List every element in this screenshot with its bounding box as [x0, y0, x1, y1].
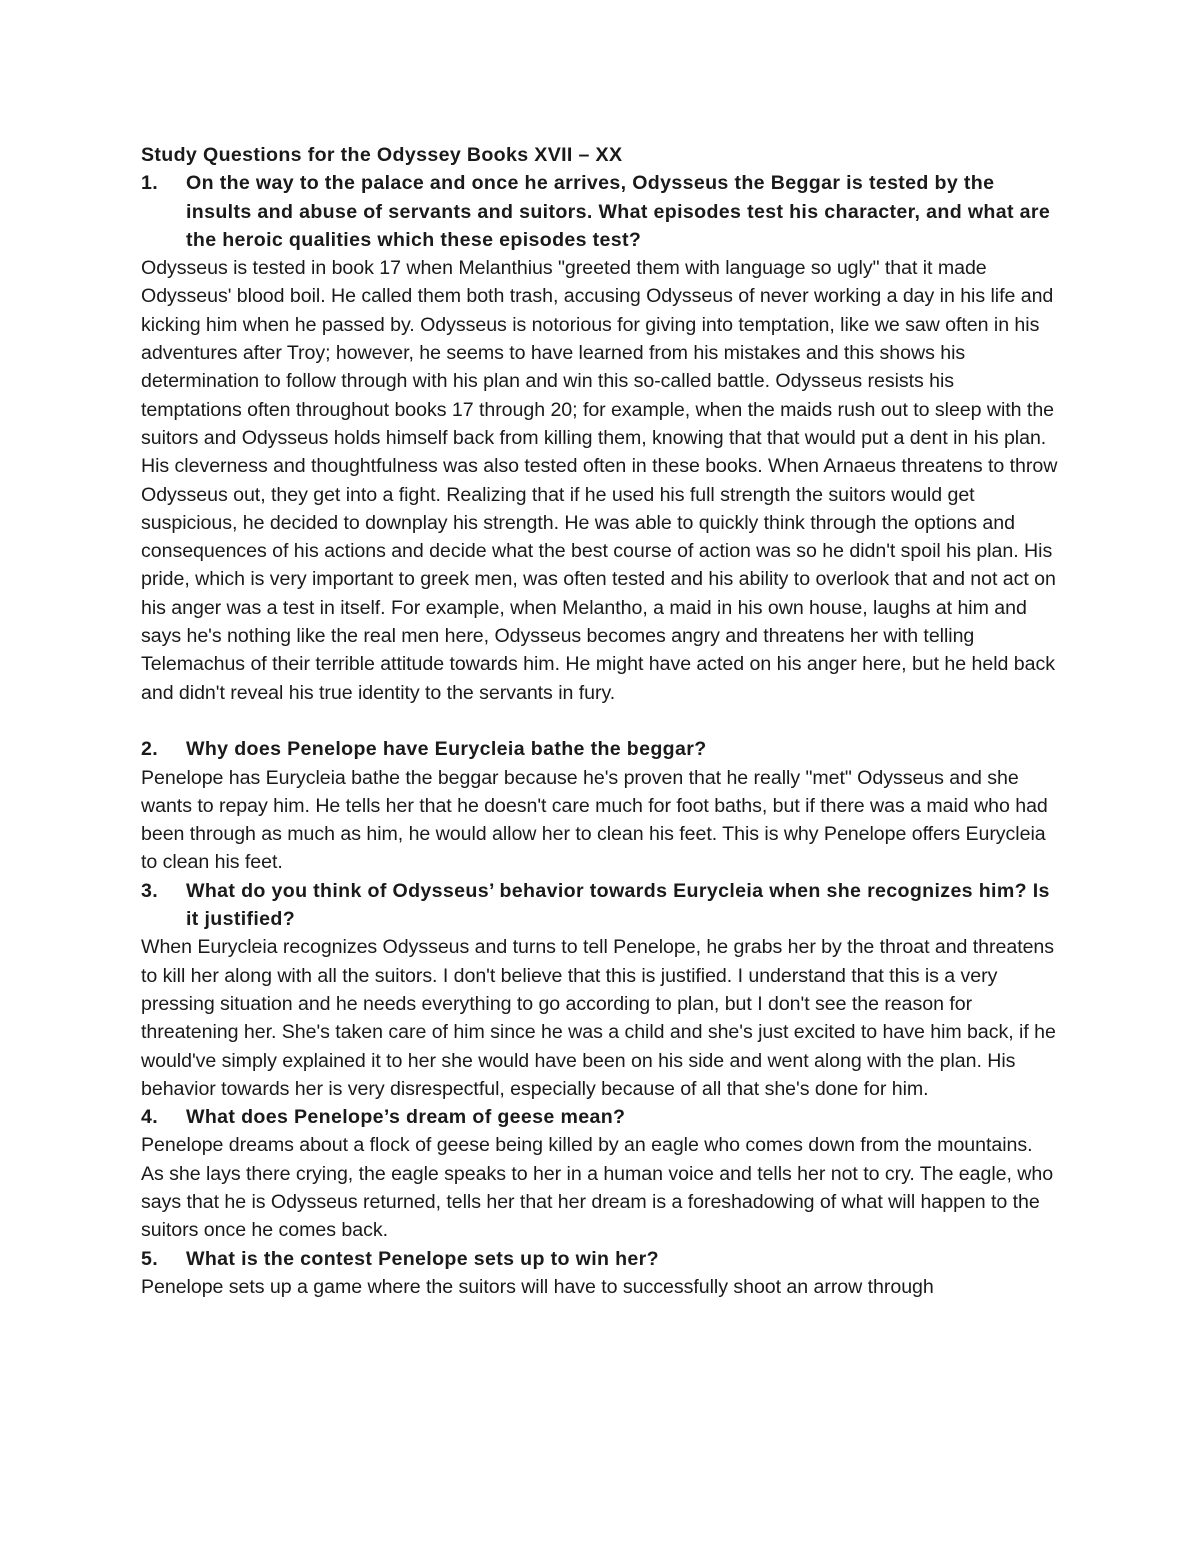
- paragraph-spacer: [141, 707, 1059, 735]
- answer-1: Odysseus is tested in book 17 when Melanthius "greeted them with language so ugly" that it made Odysseus' blood boil. He called them both trash, accusing Odysseus of never working a day in his life and kicking him when he passed by. Odysseus is notorious for giving into temptation, like we saw often in his adventures after Troy; however, he seems to have learned from his mistakes and this shows his determination to follow through with his plan and win this so-called battle. Odysseus resists his temptations often throughout books 17 through 20; for example, when the maids rush out to sleep with the suitors and Odysseus holds himself back from killing them, knowing that that would put a dent in his plan. His cleverness and thoughtfulness was also tested often in these books. When Arnaeus threatens to throw Odysseus out, they get into a fight. Realizing that if he used his full strength the suitors would get suspicious, he decided to downplay his strength. He was able to quickly think through the options and consequences of his actions and decide what the best course of action was so he didn't spoil his plan. His pride, which is very important to greek men, was often tested and his ability to overlook that and not act on his anger was a test in itself. For example, when Melantho, a maid in his own house, laughs at him and says he's nothing like the real men here, Odysseus becomes angry and threatens her with telling Telemachus of their terrible attitude towards him. He might have acted on his anger here, but he held back and didn't reveal his true identity to the servants in fury.: [141, 257, 1058, 704]
- question-text: Why does Penelope have Eurycleia bathe the beggar?: [186, 738, 707, 761]
- question-number: 4.: [141, 1106, 159, 1129]
- question-2: [141, 735, 1059, 763]
- answer-2: Penelope has Eurycleia bathe the beggar because he's proven that he really "met" Odysseus and she wants to repay him. He tells her that he doesn't care much for foot baths, but if there was a maid who had been through as much as him, he would allow her to clean his feet. This is why Penelope offers Eurycleia to clean his feet.: [141, 766, 1048, 874]
- question-number: 2.: [141, 738, 159, 761]
- question-text: What is the contest Penelope sets up to win her?: [186, 1247, 659, 1270]
- question-1: [141, 169, 1059, 254]
- question-5: [141, 1245, 1059, 1273]
- answer-4: Penelope dreams about a flock of geese being killed by an eagle who comes down from the mountains. As she lays there crying, the eagle speaks to her in a human voice and tells her not to cry. The eagle, who says that he is Odysseus returned, tells her that her dream is a foreshadowing of what will happen to the suitors once he comes back.: [141, 1134, 1054, 1242]
- question-number: 3.: [141, 879, 159, 902]
- document-body: [141, 141, 1059, 1301]
- answer-5: Penelope sets up a game where the suitors will have to successfully shoot an arrow through: [141, 1275, 934, 1298]
- question-text: What does Penelope’s dream of geese mean?: [186, 1106, 626, 1129]
- question-3: [141, 877, 1059, 934]
- question-text: On the way to the palace and once he arrives, Odysseus the Beggar is tested by the insults and abuse of servants and suitors. What episodes test his character, and what are the heroic qualities which these episodes test?: [186, 172, 1051, 251]
- question-text: What do you think of Odysseus’ behavior towards Eurycleia when she recognizes him? Is it justified?: [186, 879, 1050, 931]
- answer-3: When Eurycleia recognizes Odysseus and turns to tell Penelope, he grabs her by the throat and threatens to kill her along with all the suitors. I don't believe that this is justified. I understand that this is a very pressing situation and he needs everything to go according to plan, but I don't see the reason for threatening her. She's taken care of him since he was a child and she's just excited to have him back, if he would've simply explained it to her she would have been on his side and went along with the plan. His behavior towards her is very disrespectful, especially because of all that she's done for him.: [141, 936, 1056, 1100]
- question-4: [141, 1103, 1059, 1131]
- question-number: 5.: [141, 1247, 159, 1270]
- document-title: Study Questions for the Odyssey Books XVII – XX: [141, 144, 623, 166]
- question-number: 1.: [141, 172, 159, 195]
